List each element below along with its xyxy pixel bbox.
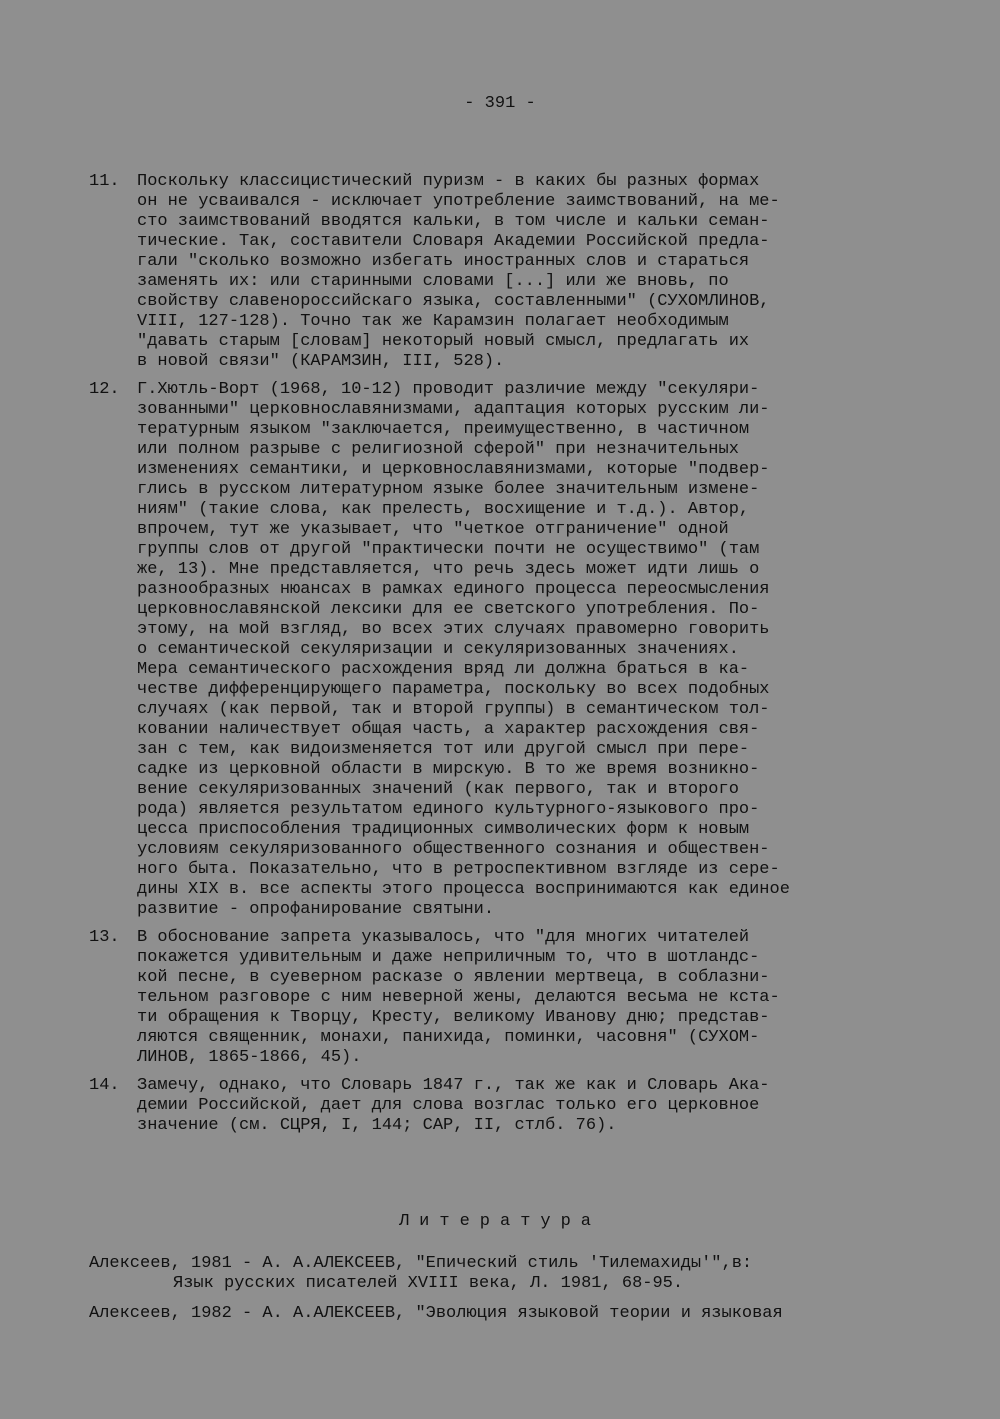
note-line: тельном разговоре с ним неверной жены, делаются весьма не кста- <box>137 988 780 1007</box>
note-line: или полном разрыве с религиозной сферой" при незначительных <box>137 440 739 459</box>
reference-line: Алексеев, 1981 - А. А.АЛЕКСЕЕВ, "Епический стиль 'Тилемахиды'",в: <box>89 1254 753 1273</box>
note-line: кой песне, в суеверном расказе о явлении мертвеца, в соблазни- <box>137 968 770 987</box>
note-13 <box>89 928 919 1068</box>
literature-heading: Литература <box>398 1212 602 1231</box>
note-line: развитие - опрофанирование святыни. <box>137 900 495 919</box>
note-line: дины XIX в. все аспекты этого процесса воспринимаются как единое <box>137 880 790 899</box>
note-line: ЛИНОВ, 1865-1866, 45). <box>137 1048 362 1067</box>
note-number: 11. <box>89 172 120 191</box>
reference-line: Язык русских писателей XVIII века, Л. 1981, 68-95. <box>173 1274 684 1293</box>
note-body <box>137 928 917 1068</box>
note-line: группы слов от другой "практически почти не осуществимо" (там <box>137 540 760 559</box>
note-line: заменять их: или старинными словами [...] или же вновь, по <box>137 272 729 291</box>
note-line: случаях (как первой, так и второй группы) в семантическом тол- <box>137 700 770 719</box>
page-number: - 391 - <box>464 94 536 113</box>
notes-section <box>89 172 919 1144</box>
note-line: В обоснование запрета указывалось, что "для многих читателей <box>137 928 750 947</box>
note-12 <box>89 380 919 920</box>
note-line: "давать старым [словам] некоторый новый смысл, предлагать их <box>137 332 750 351</box>
note-line: ти обращения к Творцу, Кресту, великому Иванову дню; представ- <box>137 1008 770 1027</box>
note-line: ниям" (такие слова, как прелесть, восхищение и т.д.). Автор, <box>137 500 750 519</box>
note-line: гали "сколько возможно избегать иностранных слов и стараться <box>137 252 750 271</box>
reference-entry <box>89 1254 919 1294</box>
note-line: зованными" церковнославянизмами, адаптация которых русским ли- <box>137 400 770 419</box>
note-line: сто заимствований вводятся кальки, в том числе и кальки семан- <box>137 212 770 231</box>
note-line: в новой связи" (КАРАМЗИН, III, 528). <box>137 352 505 371</box>
note-line: тические. Так, составители Словаря Академии Российской предла- <box>137 232 770 251</box>
references-section <box>89 1254 919 1334</box>
note-line: же, 13). Мне представляется, что речь здесь может идти лишь о <box>137 560 760 579</box>
note-line: честве дифференцирующего параметра, поскольку во всех подобных <box>137 680 770 699</box>
note-line: покажется удивительным и даже неприличным то, что в шотландс- <box>137 948 760 967</box>
note-line: ного быта. Показательно, что в ретроспективном взгляде из сере- <box>137 860 780 879</box>
note-number: 14. <box>89 1076 120 1095</box>
reference-entry <box>89 1304 919 1324</box>
note-line: этому, на мой взгляд, во всех этих случаях правомерно говорить <box>137 620 770 639</box>
note-body <box>137 1076 917 1136</box>
note-line: цесса приспособления традиционных символических форм к новым <box>137 820 750 839</box>
note-line: церковнославянской лексики для ее светского употребления. По- <box>137 600 760 619</box>
note-line: разнообразных нюансах в рамках единого процесса переосмысления <box>137 580 770 599</box>
note-body <box>137 172 917 372</box>
note-line: изменениях семантики, и церковнославянизмами, которые "подвер- <box>137 460 770 479</box>
note-line: садке из церковной области в мирскую. В то же время возникно- <box>137 760 760 779</box>
note-14 <box>89 1076 919 1136</box>
note-line: тературным языком "заключается, преимущественно, в частичном <box>137 420 750 439</box>
note-body <box>137 380 917 920</box>
note-line: впрочем, тут же указывает, что "четкое отграничение" одной <box>137 520 729 539</box>
note-line: свойству славенороссийскаго языка, составленными" (СУХОМЛИНОВ, <box>137 292 770 311</box>
note-line: условиям секуляризованного общественного сознания и обществен- <box>137 840 770 859</box>
note-line: рода) является результатом единого культурного-языкового про- <box>137 800 760 819</box>
note-line: глись в русском литературном языке более значительным измене- <box>137 480 760 499</box>
note-line: о семантической секуляризации и секуляризованных значениях. <box>137 640 739 659</box>
note-line: VIII, 127-128). Точно так же Карамзин полагает необходимым <box>137 312 729 331</box>
note-line: Г.Хютль-Ворт (1968, 10-12) проводит различие между "секуляри- <box>137 380 760 399</box>
note-number: 12. <box>89 380 120 399</box>
note-line: Мера семантического расхождения вряд ли должна браться в ка- <box>137 660 750 679</box>
note-line: ковании наличествует общая часть, а характер расхождения свя- <box>137 720 760 739</box>
note-number: 13. <box>89 928 120 947</box>
reference-line: Алексеев, 1982 - А. А.АЛЕКСЕЕВ, "Эволюция языковой теории и языковая <box>89 1304 783 1323</box>
note-line: он не усваивался - исключает употребление заимствований, на ме- <box>137 192 780 211</box>
note-11 <box>89 172 919 372</box>
note-line: демии Российской, дает для слова возглас только его церковное <box>137 1096 760 1115</box>
note-line: Поскольку классицистический пуризм - в каких бы разных формах <box>137 172 760 191</box>
note-line: ляются священник, монахи, панихида, поминки, часовня" (СУХОМ- <box>137 1028 760 1047</box>
note-line: Замечу, однако, что Словарь 1847 г., так же как и Словарь Ака- <box>137 1076 770 1095</box>
note-line: зан с тем, как видоизменяется тот или другой смысл при пере- <box>137 740 750 759</box>
note-line: вение секуляризованных значений (как первого, так и второго <box>137 780 739 799</box>
note-line: значение (см. СЦРЯ, I, 144; САР, II, стлб. 76). <box>137 1116 617 1135</box>
